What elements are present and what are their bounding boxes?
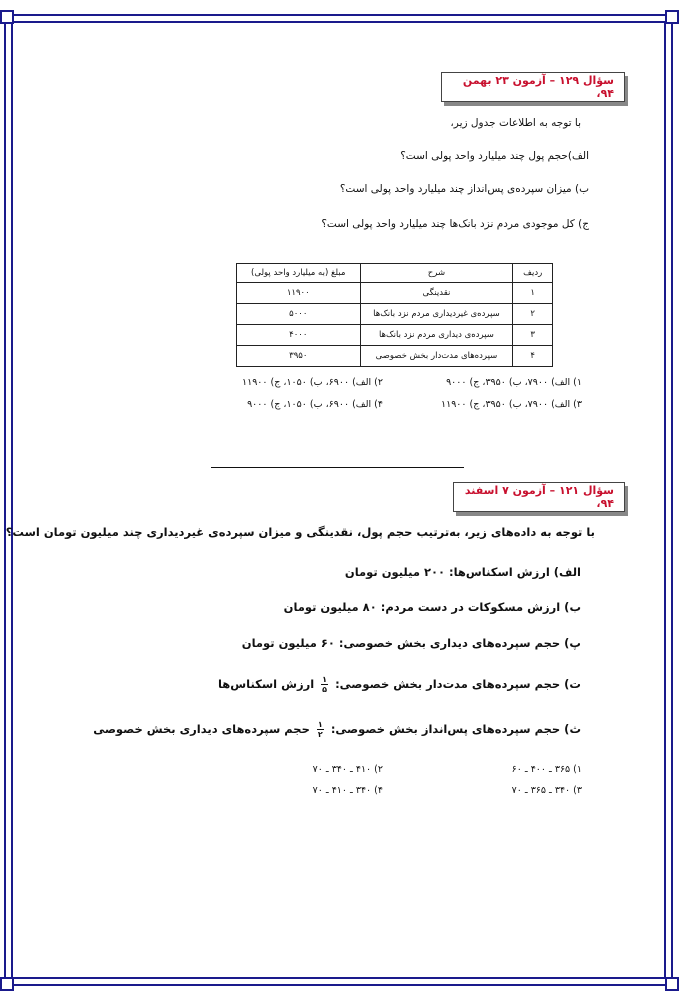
section-divider [211,467,464,468]
table-cell-description: سپرده‌های مدت‌دار بخش خصوصی [360,346,513,367]
part-the-label: ث) حجم سپرده‌های پس‌انداز بخش خصوصی: [330,722,581,736]
table-header-description: شرح [360,264,513,283]
table-cell-row-number: ۴ [513,346,553,367]
question-1-intro: با توجه به اطلاعات جدول زیر، [450,117,581,129]
question-2-option-4[interactable]: ۴) ۳۴۰ ـ ۴۱۰ ـ ۷۰ [312,785,383,796]
question-2-part-be: ب) ارزش مسکوکات در دست مردم: ۸۰ میلیون تومان [283,600,581,614]
table-cell-amount: ۴۰۰۰ [237,325,361,346]
table-row [237,346,553,367]
question-2-intro: با توجه به داده‌های زیر، به‌ترتیب حجم پول، نقدینگی و میزان سپرده‌ی غیردیداری چند میلیون تومان است؟ [5,525,595,539]
corner-ornament [0,10,14,24]
table-cell-row-number: ۳ [513,325,553,346]
fraction-denominator: ۲ [317,730,323,739]
table-cell-description: نقدینگی [360,283,513,304]
question-badge-2: سؤال ۱۲۱ – آزمون ۷ اسفند ۹۴، [453,482,625,512]
table-cell-description: سپرده‌ی غیردیداری مردم نزد بانک‌ها [360,304,513,325]
part-te-label: ت) حجم سپرده‌های مدت‌دار بخش خصوصی: [335,677,581,691]
table-row [237,283,553,304]
table-row [237,325,553,346]
question-badge-1: سؤال ۱۲۹ – آزمون ۲۳ بهمن ۹۴، [441,72,625,102]
question-1-part-c: ج) کل موجودی مردم نزد بانک‌ها چند میلیارد واحد پولی است؟ [321,218,589,230]
table-cell-amount: ۵۰۰۰ [237,304,361,325]
question-1-option-1[interactable]: ۱) الف) ۷۹۰۰، ب) ۳۹۵۰، ج) ۹۰۰۰ [446,377,582,388]
table-header-amount: مبلغ (به میلیارد واحد پولی) [237,264,361,283]
question-2-option-1[interactable]: ۱) ۳۶۵ ـ ۴۰۰ ـ ۶۰ [511,764,582,775]
question-2-part-alef: الف) ارزش اسکناس‌ها: ۲۰۰ میلیون تومان [344,565,581,579]
question-1-table [236,263,553,367]
part-te-tail: ارزش اسکناس‌ها [217,677,315,691]
question-1-option-4[interactable]: ۴) الف) ۶۹۰۰، ب) ۱۰۵۰، ج) ۹۰۰۰ [247,399,383,410]
question-1-option-2[interactable]: ۲) الف) ۶۹۰۰، ب) ۱۰۵۰، ج) ۱۱۹۰۰ [241,377,383,388]
fraction-one-fifth [321,675,328,694]
table-cell-amount: ۳۹۵۰ [237,346,361,367]
question-1-option-3[interactable]: ۳) الف) ۷۹۰۰، ب) ۳۹۵۰، ج) ۱۱۹۰۰ [440,399,582,410]
question-1-part-a: الف)حجم پول چند میلیارد واحد پولی است؟ [400,150,589,162]
question-1-part-b: ب) میزان سپرده‌ی پس‌انداز چند میلیارد واحد پولی است؟ [339,183,589,195]
fraction-numerator: ۱ [317,720,323,729]
question-2-part-the [93,720,581,739]
table-cell-amount: ۱۱۹۰۰ [237,283,361,304]
table-cell-row-number: ۲ [513,304,553,325]
fraction-one-half [317,720,324,739]
question-2-option-3[interactable]: ۳) ۳۴۰ ـ ۳۶۵ ـ ۷۰ [511,785,582,796]
question-2-option-2[interactable]: ۲) ۴۱۰ ـ ۳۴۰ ـ ۷۰ [312,764,383,775]
table-header-row-number: ردیف [513,264,553,283]
table-cell-row-number: ۱ [513,283,553,304]
table-header-row [237,264,553,283]
fraction-denominator: ۵ [322,685,328,694]
table-cell-description: سپرده‌ی دیداری مردم نزد بانک‌ها [360,325,513,346]
corner-ornament [665,977,679,991]
question-2-part-te [218,675,581,694]
corner-ornament [665,10,679,24]
fraction-numerator: ۱ [322,675,328,684]
question-2-part-pe: پ) حجم سپرده‌های دیداری بخش خصوصی: ۶۰ میلیون تومان [241,636,581,650]
corner-ornament [0,977,14,991]
part-the-tail: حجم سپرده‌های دیداری بخش خصوصی [93,722,310,736]
table-row [237,304,553,325]
